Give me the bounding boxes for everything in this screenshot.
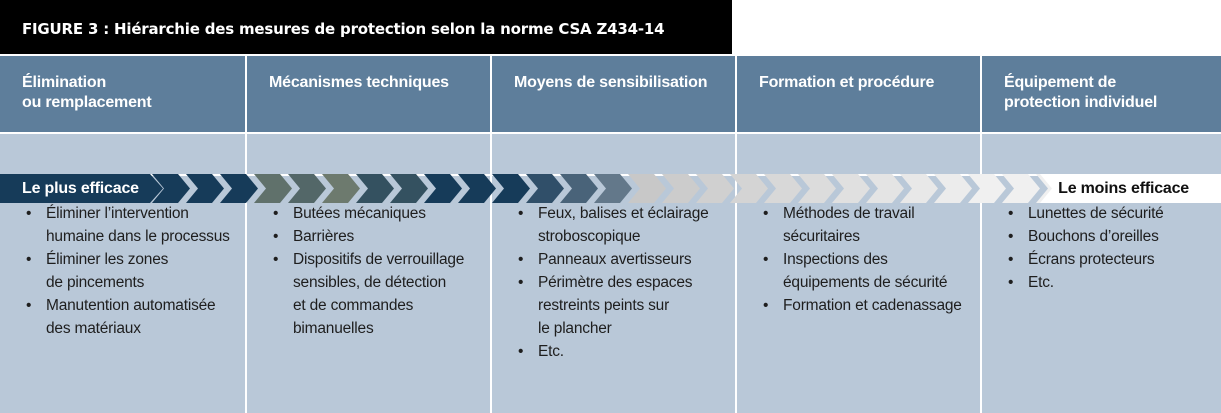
column-header-formation xyxy=(737,56,980,132)
arrow-row-cell xyxy=(492,134,735,174)
bullet-icon: • xyxy=(518,205,524,222)
list-item-line: sensibles, de détection xyxy=(293,274,447,291)
chevron-mark xyxy=(492,174,530,203)
bullet-icon: • xyxy=(1008,228,1014,245)
bullet-icon: • xyxy=(273,205,279,222)
bullet-icon: • xyxy=(763,205,769,222)
list-item xyxy=(1008,225,1219,248)
list-item-line: Feux, balises et éclairage xyxy=(538,205,709,222)
chevron-mark xyxy=(560,174,598,203)
bullet-icon: • xyxy=(763,251,769,268)
list-item xyxy=(763,294,974,317)
list-item-line: Lunettes de sécurité xyxy=(1028,205,1164,222)
chevron-mark xyxy=(424,174,462,203)
chevron-mark xyxy=(764,174,802,203)
list-item-line: stroboscopique xyxy=(538,228,641,245)
list-item xyxy=(518,340,729,363)
chevron-mark xyxy=(458,174,496,203)
list-item-line: Éliminer les zones xyxy=(46,251,169,268)
arrow-row-cell xyxy=(0,134,245,174)
bullet-icon: • xyxy=(518,343,524,360)
list-item-line: sécuritaires xyxy=(783,228,860,245)
arrow-row-cell xyxy=(737,134,980,174)
chevron-mark xyxy=(390,174,428,203)
bullet-icon: • xyxy=(273,251,279,268)
chevron-mark xyxy=(594,174,632,203)
list-item-line: Périmètre des espaces xyxy=(538,274,693,291)
chevron-mark xyxy=(322,174,360,203)
list-item-line: restreints peints sur xyxy=(538,297,670,314)
list-item-line: Manutention automatisée xyxy=(46,297,216,314)
list-item-line: Butées mécaniques xyxy=(293,205,426,222)
chevron-mark xyxy=(1002,174,1040,203)
list-item xyxy=(26,294,239,340)
column-body-elimination xyxy=(0,176,245,413)
chevron-mark xyxy=(526,174,564,203)
bullet-icon: • xyxy=(1008,251,1014,268)
list-item-line: Inspections des xyxy=(783,251,888,268)
list-item-line: Panneaux avertisseurs xyxy=(538,251,692,268)
measure-list xyxy=(1008,202,1219,294)
measure-list xyxy=(273,202,484,340)
column-body-mecanismes xyxy=(247,176,490,413)
list-item-line: équipements de sécurité xyxy=(783,274,948,291)
chevron-mark xyxy=(628,174,666,203)
list-item xyxy=(1008,202,1219,225)
list-item xyxy=(518,271,729,340)
bullet-icon: • xyxy=(1008,274,1014,291)
list-item-line: Écrans protecteurs xyxy=(1028,251,1155,268)
efficacy-arrow xyxy=(0,174,1221,203)
chevron-mark xyxy=(832,174,870,203)
bullet-icon: • xyxy=(26,205,32,222)
column-header-line: ou remplacement xyxy=(22,94,152,111)
list-item xyxy=(763,248,974,294)
list-item-line: Barrières xyxy=(293,228,355,245)
column-body-epi xyxy=(982,176,1221,413)
list-item-line: Formation et cadenassage xyxy=(783,297,962,314)
bullet-icon: • xyxy=(518,251,524,268)
measure-list xyxy=(26,202,239,340)
measure-list xyxy=(763,202,974,317)
chevron-mark xyxy=(356,174,394,203)
chevron-mark xyxy=(220,174,258,203)
chevron-mark xyxy=(662,174,700,203)
bullet-icon: • xyxy=(1008,205,1014,222)
column-header-line: Moyens de sensibilisation xyxy=(514,74,708,91)
list-item-line: de pincements xyxy=(46,274,145,291)
most-effective-label: Le plus efficace xyxy=(22,180,139,197)
bullet-icon: • xyxy=(518,274,524,291)
arrow-row-cell xyxy=(247,134,490,174)
list-item-line: Etc. xyxy=(1028,274,1054,291)
column-header-line: Mécanismes techniques xyxy=(269,74,449,91)
column-header-line: Élimination xyxy=(22,74,107,91)
chevron-mark xyxy=(968,174,1006,203)
list-item-line: Dispositifs de verrouillage xyxy=(293,251,465,268)
column-header-elimination xyxy=(0,56,245,132)
list-item xyxy=(273,225,484,248)
list-item xyxy=(763,202,974,248)
chevron-mark xyxy=(900,174,938,203)
list-item-line: le plancher xyxy=(538,320,612,337)
list-item xyxy=(518,202,729,248)
list-item-line: Éliminer l’intervention xyxy=(46,205,189,222)
chevron-mark xyxy=(730,174,768,203)
bullet-icon: • xyxy=(26,297,32,314)
list-item-line: Etc. xyxy=(538,343,564,360)
bullet-icon: • xyxy=(763,297,769,314)
list-item-line: et de commandes xyxy=(293,297,414,314)
list-item-line: des matériaux xyxy=(46,320,141,337)
list-item-line: Bouchons d’oreilles xyxy=(1028,228,1159,245)
list-item-line: Méthodes de travail xyxy=(783,205,915,222)
efficacy-arrow-graphic xyxy=(0,174,1221,203)
least-effective-label: Le moins efficace xyxy=(1058,180,1189,197)
chevron-mark xyxy=(288,174,326,203)
chevron-mark xyxy=(696,174,734,203)
list-item xyxy=(26,248,239,294)
column-header-sensibilisation xyxy=(492,56,735,132)
chevron-mark xyxy=(934,174,972,203)
chevron-mark xyxy=(798,174,836,203)
chevron-mark xyxy=(254,174,292,203)
figure-title: FIGURE 3 : Hiérarchie des mesures de protection selon la norme CSA Z434-14 xyxy=(0,0,732,54)
column-header-line: Formation et procédure xyxy=(759,74,935,91)
chevron-mark xyxy=(866,174,904,203)
column-body-formation xyxy=(737,176,980,413)
list-item xyxy=(273,202,484,225)
column-header-line: Équipement de xyxy=(1004,74,1117,91)
column-header-mecanismes xyxy=(247,56,490,132)
chevron-mark xyxy=(186,174,224,203)
bullet-icon: • xyxy=(26,251,32,268)
list-item xyxy=(1008,248,1219,271)
list-item xyxy=(273,248,484,340)
list-item xyxy=(26,202,239,248)
protection-hierarchy-table xyxy=(0,56,1220,409)
list-item-line: humaine dans le processus xyxy=(46,228,230,245)
column-header-epi xyxy=(982,56,1221,132)
list-item-line: bimanuelles xyxy=(293,320,374,337)
column-body-sensibilisation xyxy=(492,176,735,413)
bullet-icon: • xyxy=(273,228,279,245)
column-header-line: protection individuel xyxy=(1004,94,1158,111)
list-item xyxy=(518,248,729,271)
measure-list xyxy=(518,202,729,363)
list-item xyxy=(1008,271,1219,294)
arrow-row-cell xyxy=(982,134,1221,174)
